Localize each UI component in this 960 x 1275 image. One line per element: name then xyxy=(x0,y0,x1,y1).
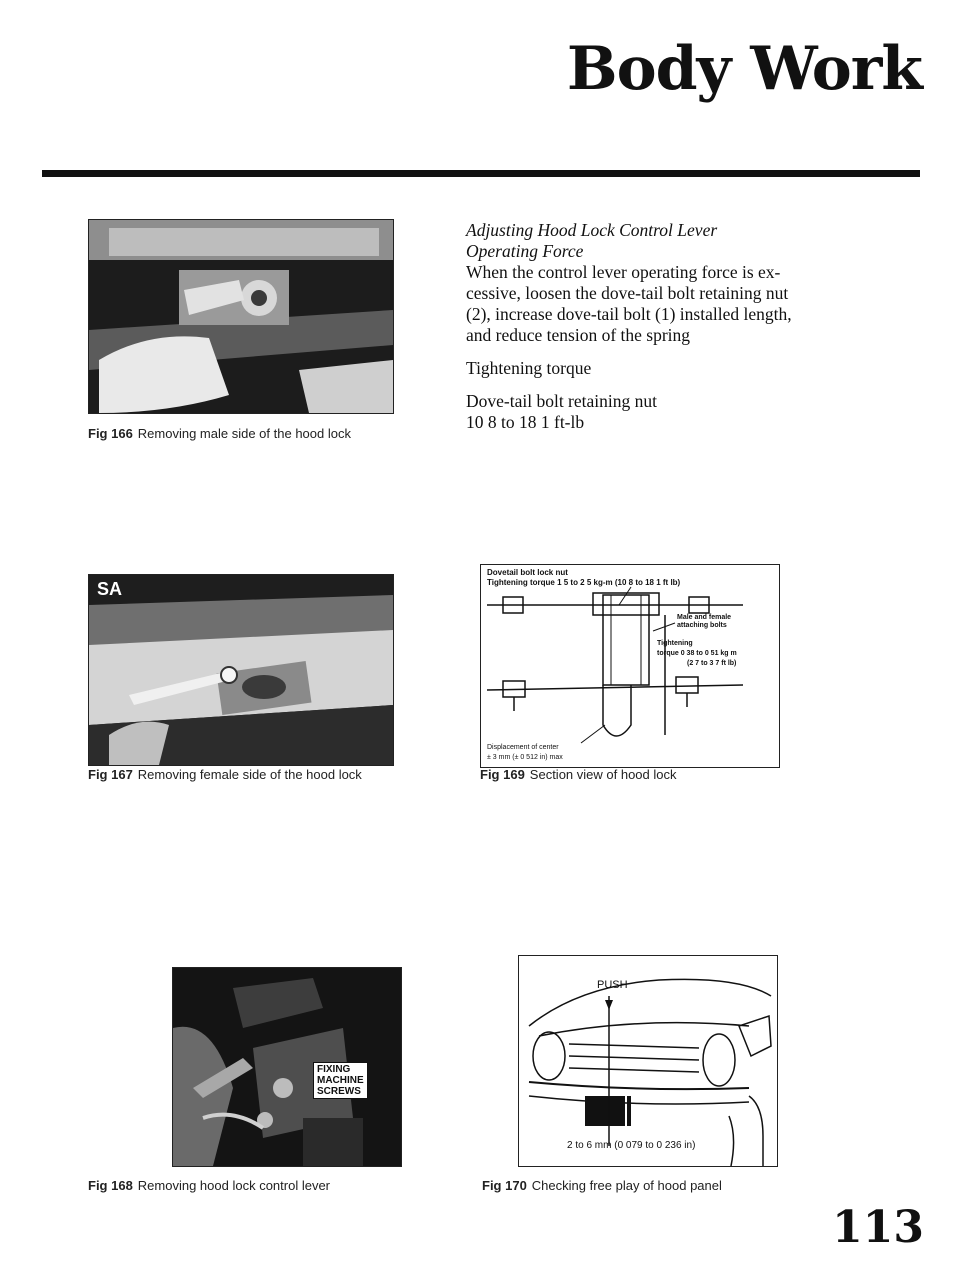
callout-line3: SCREWS xyxy=(317,1086,361,1097)
fig167-text: Removing female side of the hood lock xyxy=(137,767,362,782)
fig170-caption xyxy=(482,1178,722,1193)
female-lock-photo-graphic xyxy=(89,575,393,765)
fig167-caption xyxy=(88,767,362,782)
header-rule xyxy=(42,170,920,177)
label-dovetail-nut: Dovetail bolt lock nut xyxy=(487,568,568,577)
para-line4: and reduce tension of the spring xyxy=(466,325,691,345)
label-male-female-2: attaching bolts xyxy=(677,622,727,629)
fig167-photo xyxy=(88,574,394,766)
label-male-female-1: Male and female xyxy=(677,614,732,621)
fig168-caption xyxy=(88,1178,330,1193)
torque-heading: Tightening torque xyxy=(466,358,592,378)
label-tightening-1: Tightening xyxy=(657,640,693,647)
hood-lock-photo-graphic xyxy=(89,220,393,413)
fig168-photo xyxy=(172,967,402,1167)
para-line3: (2), increase dove-tail bolt (1) installed length, xyxy=(466,304,792,324)
adjusting-instructions xyxy=(466,220,886,433)
fig166-text: Removing male side of the hood lock xyxy=(137,426,351,441)
fig169-text: Section view of hood lock xyxy=(529,767,677,782)
hood-lock-section-drawing xyxy=(481,565,779,767)
label-tightening-2: torque 0 38 to 0 51 kg m xyxy=(657,650,737,657)
label-displacement-2: ± 3 mm (± 0 512 in) max xyxy=(487,754,563,761)
fig169-number: Fig 169 xyxy=(480,767,525,782)
para-line2: cessive, loosen the dove-tail bolt retaining nut xyxy=(466,283,789,303)
para-line1: When the control lever operating force is ex- xyxy=(466,262,781,282)
fig170-number: Fig 170 xyxy=(482,1178,527,1193)
callout-line2: MACHINE xyxy=(317,1075,364,1086)
push-label: PUSH xyxy=(597,979,628,991)
page-number: 113 xyxy=(832,1202,924,1253)
label-tightening-3: (2 7 to 3 7 ft lb) xyxy=(687,660,737,667)
fig166-caption xyxy=(88,426,351,441)
spec-line2: 10 8 to 18 1 ft-lb xyxy=(466,412,585,432)
fig167-number: Fig 167 xyxy=(88,767,133,782)
section-heading-line2: Operating Force xyxy=(466,241,584,261)
page-title: Body Work xyxy=(566,34,922,104)
fig168-number: Fig 168 xyxy=(88,1178,133,1193)
fig168-text: Removing hood lock control lever xyxy=(137,1178,331,1193)
sa-watermark: SA xyxy=(97,579,123,599)
car-front-drawing xyxy=(519,956,777,1166)
fig170-diagram xyxy=(518,955,778,1167)
fixing-screws-callout xyxy=(313,1062,368,1099)
measure-label: 2 to 6 mm (0 079 to 0 236 in) xyxy=(567,1140,696,1151)
spec-line1: Dove-tail bolt retaining nut xyxy=(466,391,657,411)
callout-line1: FIXING xyxy=(317,1064,351,1075)
fig169-diagram xyxy=(480,564,780,768)
fig166-number: Fig 166 xyxy=(88,426,133,441)
fig170-text: Checking free play of hood panel xyxy=(531,1178,722,1193)
section-heading-line1: Adjusting Hood Lock Control Lever xyxy=(466,220,718,240)
label-dovetail-torque: Tightening torque 1 5 to 2 5 kg-m (10 8 to 18 1 ft lb) xyxy=(487,578,681,587)
fig166-photo xyxy=(88,219,394,414)
fig169-caption xyxy=(480,767,677,782)
label-displacement-1: Displacement of center xyxy=(487,744,559,751)
